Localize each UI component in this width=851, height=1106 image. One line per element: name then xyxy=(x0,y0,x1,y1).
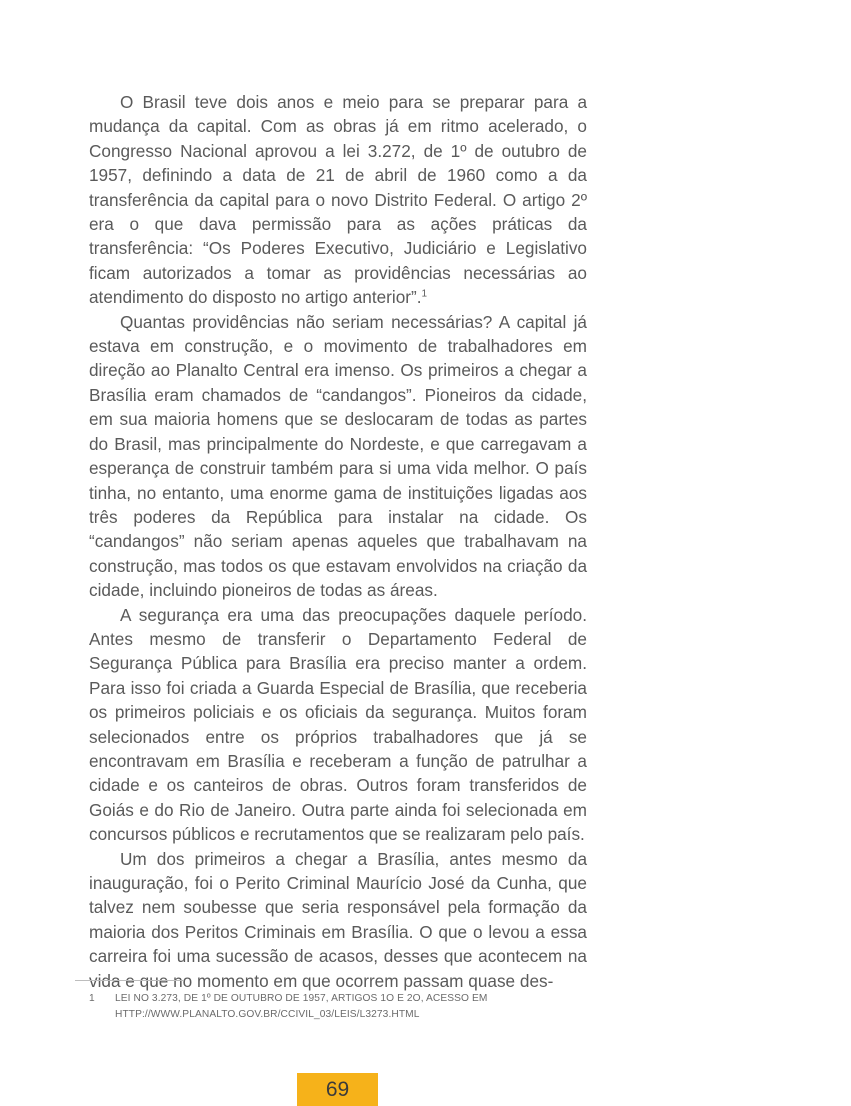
footnote xyxy=(89,991,589,1023)
body-text xyxy=(89,90,587,993)
footnote-text: LEI NO 3.273, DE 1º DE OUTUBRO DE 1957, ARTIGOS 1O E 2O, ACESSO EM HTTP://WWW.PLANALTO.GOV.BR/CCIVIL_03/LEIS/L3273.HTML xyxy=(115,993,488,1020)
footnote-number: 1 xyxy=(89,993,95,1004)
paragraph: Um dos primeiros a chegar a Brasília, antes mesmo da inauguração, foi o Perito Criminal Maurício José da Cunha, que talvez nem soubesse que seria responsável pela formação da maioria dos Peritos Criminais em Brasília. O que o levou a essa carreira foi uma sucessão de acasos, desses que acontecem na vida e que no momento em que ocorrem passam quase des- xyxy=(89,848,587,991)
footnote-divider xyxy=(75,980,183,981)
page-number-tab xyxy=(297,1073,378,1106)
page-number: 69 xyxy=(325,1078,350,1101)
paragraph: Quantas providências não seriam necessárias? A capital já estava em construção, e o movimento de trabalhadores em direção ao Planalto Central era imenso. Os primeiros a chegar a Brasília eram chamados de “candangos”. Pioneiros da cidade, em sua maioria homens que se deslocaram de todas as partes do Brasil, mas principalmente do Nordeste, e que carregavam a esperança de construir também para si uma vida melhor. O país tinha, no entanto, uma enorme gama de instituições ligadas aos três poderes da República para instalar na cidade. Os “candangos” não seriam apenas aqueles que trabalhavam na construção, mas todos os que estavam envolvidos na criação da cidade, incluindo pioneiros de todas as áreas. xyxy=(89,311,587,601)
paragraph xyxy=(89,90,587,310)
footnote-reference[interactable]: 1 xyxy=(421,288,428,300)
paragraph-text: O Brasil teve dois anos e meio para se preparar para a mudança da capital. Com as obras já em ritmo acelerado, o Congresso Nacional aprovou a lei 3.272, de 1º de outubro de 1957, definindo a data de 21 de abril de 1960 como a da transferência da capital para o novo Distrito Federal. O artigo 2º era o que dava permissão para as ações práticas da transferência: “Os Poderes Executivo, Judiciário e Legislativo ficam autorizados a tomar as providências necessárias ao atendimento do disposto no artigo anterior”. xyxy=(89,92,587,308)
paragraph: A segurança era uma das preocupações daquele período. Antes mesmo de transferir o Departamento Federal de Segurança Pública para Brasília era preciso manter a ordem. Para isso foi criada a Guarda Especial de Brasília, que receberia os primeiros policiais e os oficiais da segurança. Muitos foram selecionados entre os próprios trabalhadores que já se encontravam em Brasília e receberam a função de patrulhar a cidade e os canteiros de obras. Outros foram transferidos de Goiás e do Rio de Janeiro. Outra parte ainda foi selecionada em concursos públicos e recrutamentos que se realizaram pelo país. xyxy=(89,604,587,845)
